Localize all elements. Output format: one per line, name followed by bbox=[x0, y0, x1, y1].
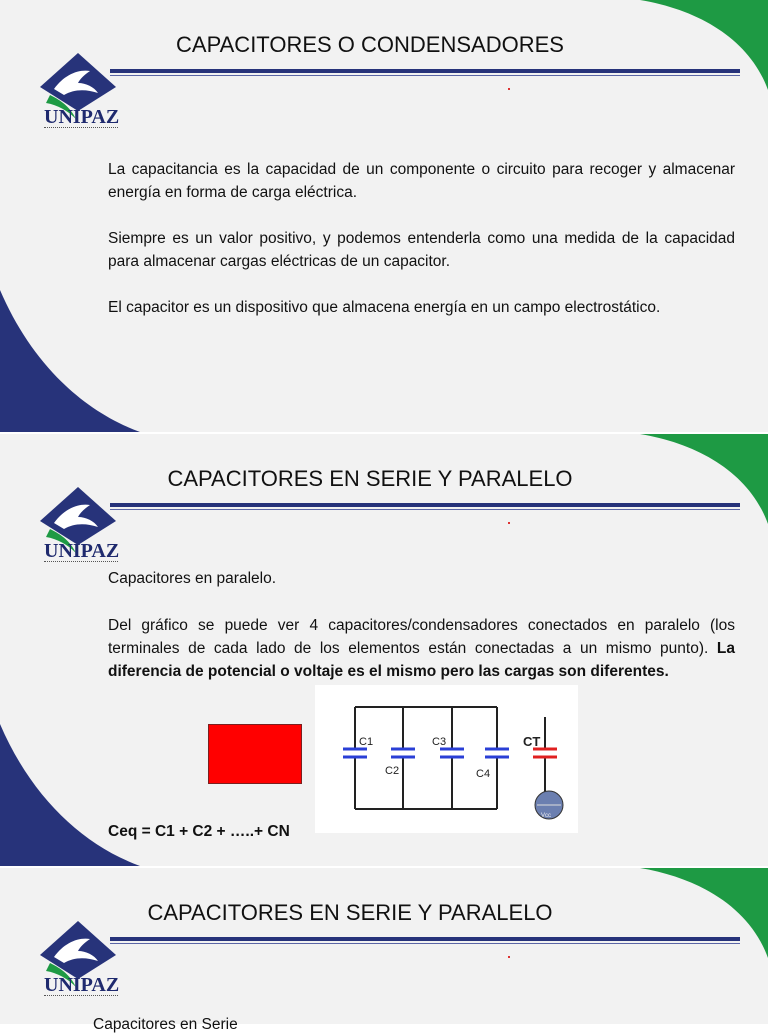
label-source: Vcc bbox=[541, 813, 552, 819]
subtitle: Capacitores en Serie bbox=[93, 1016, 238, 1033]
parallel-circuit-diagram bbox=[315, 685, 578, 833]
logo-tagline-line bbox=[44, 995, 118, 999]
title-rule-thin bbox=[110, 943, 740, 944]
title-rule bbox=[110, 937, 740, 941]
formula-ceq: Ceq = C1 + C2 + …..+ CN bbox=[108, 823, 290, 840]
circuit-wires bbox=[355, 707, 497, 809]
logo-text: UNIPAZ bbox=[44, 974, 120, 996]
capacitor-plates bbox=[343, 749, 509, 757]
logo-tagline-line bbox=[44, 127, 118, 131]
paragraph bbox=[108, 614, 735, 683]
paragraph: La capacitancia es la capacidad de un componente o circuito para recoger y almacenar energía en forma de carga eléctrica. bbox=[108, 161, 735, 201]
slide-title: CAPACITORES EN SERIE Y PARALELO bbox=[167, 466, 573, 491]
label-c4: C4 bbox=[476, 768, 491, 780]
body-bold-text: La diferencia de potencial o voltaje es el mismo pero las cargas son diferentes. bbox=[108, 640, 735, 680]
subtitle: Capacitores en paralelo. bbox=[108, 570, 277, 587]
title-rule bbox=[110, 503, 740, 507]
title-rule-thin bbox=[110, 509, 740, 510]
title-rule-thin bbox=[110, 75, 740, 76]
body-text: Del gráfico se puede ver 4 capacitores/condensadores conectados en paralelo (los terminales de cada lado de los elementos están conectadas a un mismo punto). bbox=[108, 617, 735, 657]
paragraph: El capacitor es un dispositivo que almacena energía en un campo electrostático. bbox=[108, 299, 661, 316]
decor-dot bbox=[508, 522, 510, 524]
circuit-svg bbox=[315, 685, 578, 833]
logo-tagline-line bbox=[44, 561, 118, 565]
decor-dot bbox=[508, 88, 510, 90]
label-c3: C3 bbox=[432, 736, 447, 748]
label-ct: CT bbox=[523, 734, 541, 749]
slide-title: CAPACITORES O CONDENSADORES bbox=[176, 32, 564, 57]
logo-text: UNIPAZ bbox=[44, 540, 120, 562]
slide-title: CAPACITORES EN SERIE Y PARALELO bbox=[147, 900, 553, 925]
slide-3 bbox=[0, 868, 768, 1033]
navy-corner-shape bbox=[0, 724, 140, 866]
title-rule bbox=[110, 69, 740, 73]
label-c2: C2 bbox=[385, 765, 400, 777]
green-corner-shape bbox=[640, 0, 768, 90]
paragraph: Siempre es un valor positivo, y podemos entenderla como una medida de la capacidad para almacenar cargas eléctricas de un capacitor. bbox=[108, 230, 735, 270]
green-corner-shape bbox=[640, 868, 768, 958]
slide-1 bbox=[0, 0, 768, 432]
slide-2 bbox=[0, 434, 768, 866]
red-rectangle bbox=[208, 724, 302, 784]
green-corner-shape bbox=[640, 434, 768, 524]
label-c1: C1 bbox=[359, 736, 374, 748]
decor-dot bbox=[508, 956, 510, 958]
logo-text: UNIPAZ bbox=[44, 106, 120, 128]
